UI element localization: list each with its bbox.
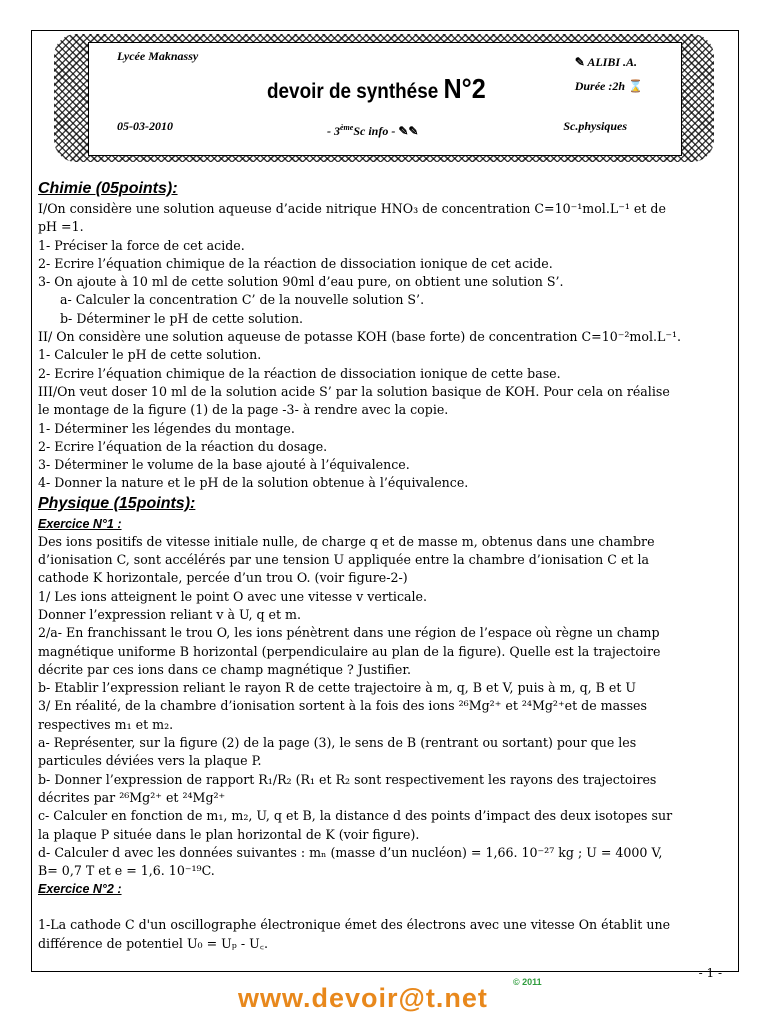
ex1-line: B= 0,7 T et e = 1,6. 10⁻¹⁹C.	[38, 863, 215, 879]
ex1-line: 3/ En réalité, de la chambre d’ionisation sortent à la fois des ions ²⁶Mg²⁺ et ²⁴Mg²⁺et de masses	[38, 698, 647, 714]
ex1-line: b- Etablir l’expression reliant le rayon R de cette trajectoire à m, q, B et V, puis à m, q, B et U	[38, 680, 637, 696]
chimie-line: pH =1.	[38, 219, 84, 235]
ex1-line: particules déviées vers la plaque P.	[38, 753, 262, 769]
pen-icon: ✎	[574, 55, 585, 69]
ex1-line: Donner l’expression reliant v à U, q et m.	[38, 606, 301, 622]
teacher-name: ALIBI .A.	[587, 55, 637, 69]
exam-date: 05-03-2010	[117, 119, 173, 133]
ex1-line: 2/a- En franchissant le trou O, les ions pénètrent dans une région de l’espace où règne un champ	[38, 625, 660, 641]
class-suffix: Sc info -	[353, 124, 396, 138]
school-name: Lycée Maknassy	[117, 49, 199, 63]
ex1-line: d- Calculer d avec les données suivantes : mₙ (masse d’un nucléon) = 1,66. 10⁻²⁷ kg ; U = 4000 V,	[38, 844, 663, 860]
class-label	[327, 123, 418, 139]
pencil-icon: ✎✎	[398, 124, 419, 138]
copyright: © 2011	[513, 977, 542, 987]
class-sup: ème	[340, 123, 354, 132]
exam-title-text: devoir de synthése	[267, 80, 444, 103]
spacer	[38, 898, 728, 916]
exam-number: N°2	[443, 73, 486, 104]
ex1-line: c- Calculer en fonction de m₁, m₂, U, q et B, la distance d des points d’impact des deux isotopes sur	[38, 808, 673, 824]
ex1-line: cathode K horizontale, percée d’un trou O. (voir figure-2-)	[38, 570, 408, 586]
ex1-line: respectives m₁ et m₂.	[38, 716, 174, 732]
chimie-line: 2- Ecrire l’équation chimique de la réaction de dissociation ionique de cet acide.	[38, 255, 553, 271]
duration	[575, 79, 643, 94]
ex2-line: différence de potentiel U₀ = Uₚ - U꜀.	[38, 935, 269, 951]
page-number: - 1 -	[698, 966, 722, 980]
ex2-line: 1-La cathode C d'un oscillographe électronique émet des électrons avec une vitesse On établit une	[38, 917, 671, 933]
ex1-line: décrites par ²⁶Mg²⁺ et ²⁴Mg²⁺	[38, 789, 226, 805]
subject: Sc.physiques	[563, 119, 627, 133]
header-inner	[88, 42, 682, 156]
header-box	[54, 34, 714, 162]
chimie-line: 1- Préciser la force de cet acide.	[38, 237, 245, 253]
chimie-line: 1- Calculer le pH de cette solution.	[38, 347, 262, 363]
footer-logo[interactable]	[238, 977, 542, 1014]
chimie-line: 1- Déterminer les légendes du montage.	[38, 420, 295, 436]
chimie-line: b- Déterminer le pH de cette solution.	[60, 310, 304, 326]
ex1-line: a- Représenter, sur la figure (2) de la page (3), le sens de B (rentrant ou sortant) pour que les	[38, 735, 637, 751]
chimie-line: III/On veut doser 10 ml de la solution acide S’ par la solution basique de KOH. Pour cela on réalise	[38, 383, 670, 399]
chimie-line: 2- Ecrire l’équation de la réaction du dosage.	[38, 438, 328, 454]
chimie-line: 3- Déterminer le volume de la base ajouté à l’équivalence.	[38, 457, 410, 473]
ex1-line: la plaque P située dans le plan horizontal de K (voir figure).	[38, 826, 420, 842]
class-prefix: - 3	[327, 124, 340, 138]
ex1-line: 1/ Les ions atteignent le point O avec une vitesse v verticale.	[38, 588, 427, 604]
chimie-line: 4- Donner la nature et le pH de la solution obtenue à l’équivalence.	[38, 475, 469, 491]
ex1-line: Des ions positifs de vitesse initiale nulle, de charge q et de masse m, obtenus dans une chambre	[38, 533, 655, 549]
exercise2-title: Exercice N°2 :	[38, 882, 122, 897]
footer-logo-text: www.devoir@t.net	[238, 983, 488, 1013]
ex1-line: d’ionisation C, sont accélérés par une tension U appliquée entre la chambre d’ionisation C et la	[38, 552, 649, 568]
exam-content	[38, 178, 728, 953]
chimie-title: Chimie (05points):	[38, 180, 178, 197]
exercise1-title: Exercice N°1 :	[38, 516, 122, 531]
duration-text: Durée :2h	[574, 79, 626, 93]
chimie-line: le montage de la figure (1) de la page -3- à rendre avec la copie.	[38, 402, 449, 418]
physique-title: Physique (15points):	[38, 494, 196, 512]
chimie-line: 2- Ecrire l’équation chimique de la réaction de dissociation ionique de cette base.	[38, 365, 561, 381]
ex1-line: décrite par ces ions dans ce champ magnétique ? Justifier.	[38, 661, 411, 677]
chimie-line: a- Calculer la concentration C’ de la nouvelle solution S’.	[60, 292, 425, 308]
ex1-line: magnétique uniforme B horizontal (perpendiculaire au plan de la figure). Quelle est la trajectoire	[38, 643, 661, 659]
teacher	[575, 55, 637, 70]
chimie-line: II/ On considère une solution aqueuse de potasse KOH (base forte) de concentration C=10⁻²mol.L⁻¹.	[38, 329, 682, 345]
hourglass-icon: ⌛	[628, 79, 643, 93]
chimie-line: 3- On ajoute à 10 ml de cette solution 90ml d’eau pure, on obtient une solution S’.	[38, 274, 564, 290]
chimie-line: I/On considère une solution aqueuse d’acide nitrique HNO₃ de concentration C=10⁻¹mol.L⁻¹ et de	[38, 201, 666, 216]
ex1-line: b- Donner l’expression de rapport R₁/R₂ (R₁ et R₂ sont respectivement les rayons des trajectoires	[38, 771, 657, 787]
exam-title	[267, 73, 486, 105]
